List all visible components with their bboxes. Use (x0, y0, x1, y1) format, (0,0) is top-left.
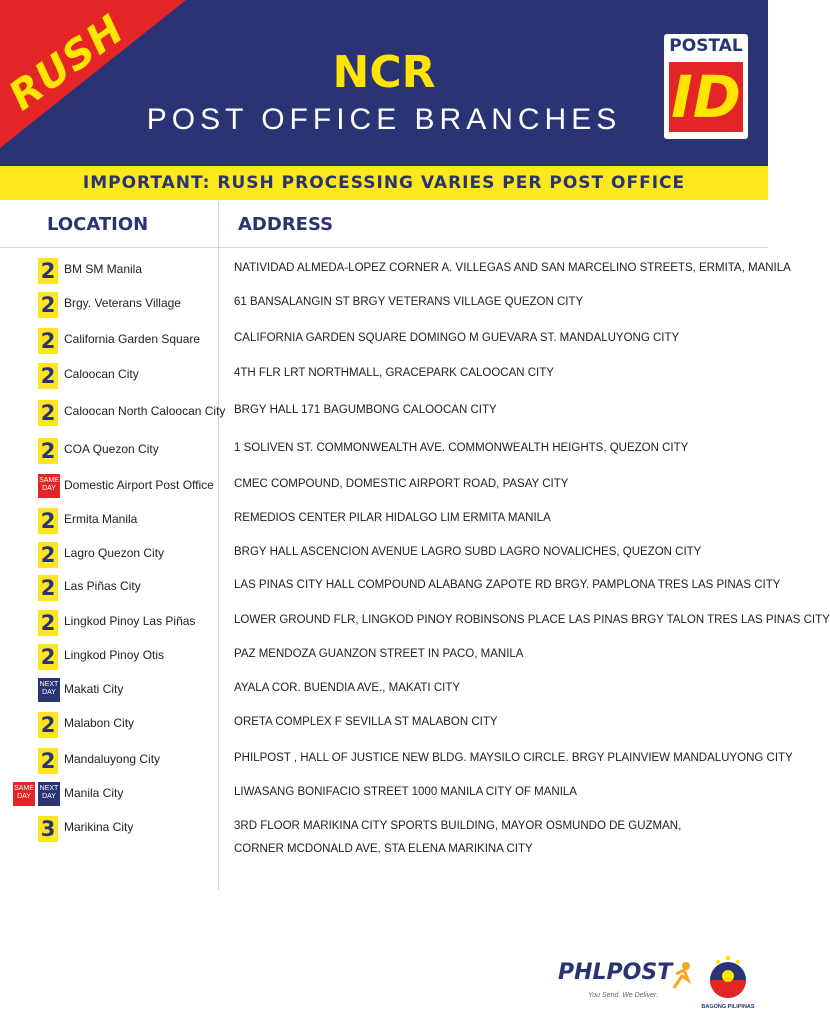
days-badge: 2 (38, 258, 58, 284)
page-title: NCR (332, 47, 436, 98)
branch-row (0, 398, 768, 428)
branch-row (0, 608, 830, 638)
branch-address: 1 SOLIVEN ST. COMMONWEALTH AVE. COMMONWEALTH HEIGHTS, QUEZON CITY (234, 442, 689, 454)
branch-location: Malabon City (64, 716, 135, 730)
postal-id-logo-mark (669, 62, 743, 132)
next-day-badge (38, 678, 60, 702)
branch-row (0, 746, 793, 776)
next-day-badge-line2: DAY (42, 793, 56, 800)
processing-badges (38, 816, 58, 842)
days-badge: 2 (38, 328, 58, 354)
branch-address: BRGY HALL ASCENCION AVENUE LAGRO SUBD LAGRO NOVALICHES, QUEZON CITY (234, 546, 702, 558)
processing-badges (38, 748, 58, 774)
branch-row (0, 436, 768, 466)
branch-row (0, 540, 768, 570)
days-badge: 2 (38, 363, 58, 389)
branch-address: 61 BANSALANGIN ST BRGY VETERANS VILLAGE QUEZON CITY (234, 296, 584, 308)
processing-badges (38, 508, 58, 534)
postal-id-logo (664, 34, 748, 139)
phlpost-runner-icon (668, 960, 694, 990)
days-badge: 2 (38, 292, 58, 318)
branch-location: Makati City (64, 682, 124, 696)
bagong-pilipinas-logo (701, 952, 755, 1016)
processing-badges (38, 258, 58, 284)
branch-location: Lingkod Pinoy Otis (64, 648, 165, 662)
days-badge: 2 (38, 438, 58, 464)
branch-address-line2: CORNER MCDONALD AVE, STA ELENA MARIKINA CITY (234, 843, 533, 855)
same-day-badge-line2: DAY (17, 793, 31, 800)
days-badge: 2 (38, 542, 58, 568)
branch-address: 4TH FLR LRT NORTHMALL, GRACEPARK CALOOCAN CITY (234, 367, 554, 379)
same-day-badge-line1: SAME (14, 785, 34, 792)
bagong-pilipinas-seal-icon (704, 952, 752, 1004)
processing-badges (38, 542, 58, 568)
branch-row (0, 814, 768, 855)
branch-row (0, 676, 768, 706)
header-banner (0, 0, 768, 166)
next-day-badge-line1: NEXT (39, 785, 59, 792)
address-column-header: ADDRESS (238, 214, 334, 235)
processing-badges (38, 610, 58, 636)
branch-location: California Garden Square (64, 332, 201, 346)
branch-address: PHILPOST , HALL OF JUSTICE NEW BLDG. MAYSILO CIRCLE. BRGY PLAINVIEW MANDALUYONG CITY (234, 752, 793, 764)
page-subtitle: POST OFFICE BRANCHES (146, 103, 622, 136)
branch-address: ORETA COMPLEX F SEVILLA ST MALABON CITY (234, 716, 498, 728)
same-day-badge-line2: DAY (42, 485, 56, 492)
postal-id-logo-id: ID (671, 63, 741, 131)
days-badge: 2 (38, 748, 58, 774)
branch-address: LIWASANG BONIFACIO STREET 1000 MANILA CITY OF MANILA (234, 786, 577, 798)
branch-location: COA Quezon City (64, 442, 159, 456)
branch-row (0, 472, 768, 502)
branch-row (0, 256, 791, 286)
branch-row (0, 506, 768, 536)
branch-location: Caloocan City (64, 367, 139, 381)
next-day-badge (38, 782, 60, 806)
processing-badges (38, 363, 58, 389)
rush-label: RUSH (0, 6, 133, 120)
branch-row (0, 780, 768, 810)
bagong-pilipinas-text: BAGONG PILIPINAS (701, 1004, 755, 1010)
important-notice: IMPORTANT: RUSH PROCESSING VARIES PER POST OFFICE (0, 166, 768, 200)
branch-row (0, 361, 768, 391)
days-badge: 2 (38, 575, 58, 601)
same-day-badge (38, 474, 60, 498)
branch-address: AYALA COR. BUENDIA AVE., MAKATI CITY (234, 682, 461, 694)
next-day-badge-line1: NEXT (39, 681, 59, 688)
next-day-badge-line2: DAY (42, 689, 56, 696)
processing-badges (38, 644, 58, 670)
days-badge: 2 (38, 508, 58, 534)
branch-address: BRGY HALL 171 BAGUMBONG CALOOCAN CITY (234, 404, 497, 416)
processing-badges (38, 474, 60, 498)
phlpost-tagline: You Send. We Deliver. (588, 992, 659, 999)
branch-location: Mandaluyong City (64, 752, 161, 766)
branch-address: LOWER GROUND FLR, LINGKOD PINOY ROBINSONS PLACE LAS PINAS BRGY TALON TRES LAS PINAS CITY (234, 614, 830, 626)
branch-address: REMEDIOS CENTER PILAR HIDALGO LIM ERMITA MANILA (234, 512, 551, 524)
processing-badges (38, 575, 58, 601)
branch-location: Caloocan North Caloocan City (64, 404, 226, 418)
processing-badges (38, 678, 60, 702)
branch-address: NATIVIDAD ALMEDA-LOPEZ CORNER A. VILLEGAS AND SAN MARCELINO STREETS, ERMITA, MANILA (234, 262, 791, 274)
header-divider (0, 247, 768, 248)
location-column-header: LOCATION (47, 214, 149, 235)
processing-badges (38, 328, 58, 354)
days-badge: 3 (38, 816, 58, 842)
processing-badges (38, 712, 58, 738)
branch-row (0, 573, 781, 603)
phlpost-logo-text: PHLPOST (558, 960, 673, 985)
same-day-badge (13, 782, 35, 806)
processing-badges (38, 438, 58, 464)
branch-location: Manila City (64, 786, 124, 800)
days-badge: 2 (38, 644, 58, 670)
postal-id-logo-text: POSTAL (669, 36, 743, 56)
branch-location: BM SM Manila (64, 262, 143, 276)
branch-location: Ermita Manila (64, 512, 138, 526)
branch-location: Marikina City (64, 820, 134, 834)
branch-address: CALIFORNIA GARDEN SQUARE DOMINGO M GUEVARA ST. MANDALUYONG CITY (234, 332, 680, 344)
branch-row (0, 642, 768, 672)
branch-address: PAZ MENDOZA GUANZON STREET IN PACO, MANILA (234, 648, 524, 660)
branch-location: Domestic Airport Post Office (64, 478, 214, 492)
processing-badges (38, 400, 58, 426)
branch-location: Lagro Quezon City (64, 546, 165, 560)
branch-address: LAS PINAS CITY HALL COMPOUND ALABANG ZAPOTE RD BRGY. PAMPLONA TRES LAS PINAS CITY (234, 579, 781, 591)
branch-address: CMEC COMPOUND, DOMESTIC AIRPORT ROAD, PASAY CITY (234, 478, 569, 490)
days-badge: 2 (38, 610, 58, 636)
processing-badges (13, 782, 60, 806)
same-day-badge-line1: SAME (39, 477, 59, 484)
branch-row (0, 326, 768, 356)
days-badge: 2 (38, 400, 58, 426)
processing-badges (38, 292, 58, 318)
branch-row (0, 290, 768, 320)
branch-row (0, 710, 768, 740)
branch-address: 3RD FLOOR MARIKINA CITY SPORTS BUILDING, MAYOR OSMUNDO DE GUZMAN, (234, 820, 682, 832)
branch-location: Las Piñas City (64, 579, 141, 593)
days-badge: 2 (38, 712, 58, 738)
branch-location: Brgy. Veterans Village (64, 296, 181, 310)
phlpost-logo (558, 960, 698, 1010)
branch-location: Lingkod Pinoy Las Piñas (64, 614, 196, 628)
